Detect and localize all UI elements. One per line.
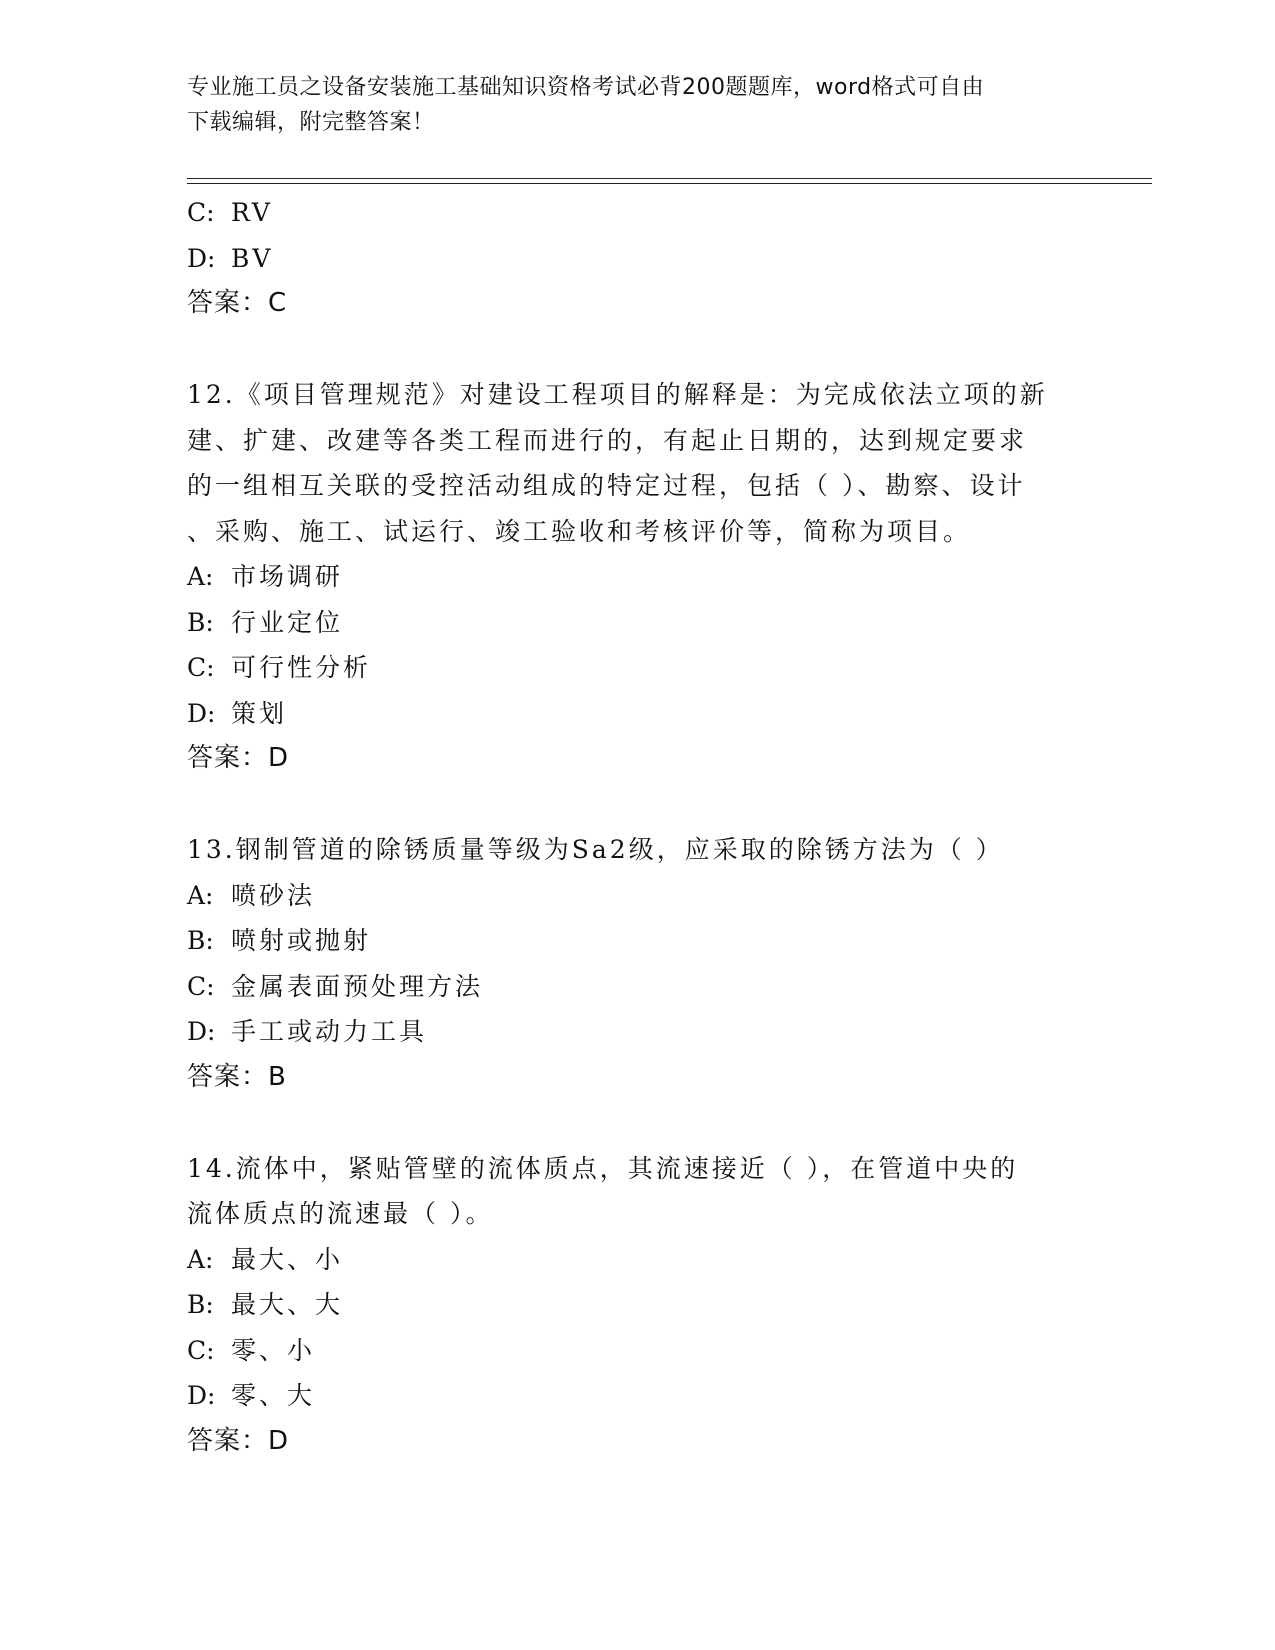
option-d [187, 691, 1087, 737]
option-b [187, 600, 1087, 646]
header-divider-top [187, 178, 1152, 179]
option-text: 策划 [231, 698, 288, 728]
option-letter: D: [187, 1381, 216, 1410]
option-a [187, 554, 1087, 600]
option-letter: A: [187, 562, 214, 591]
option-a [187, 1237, 1087, 1283]
option-letter: D: [187, 243, 216, 273]
option-text: 最大、小 [231, 1244, 344, 1274]
answer-line: 答案：B [187, 1061, 287, 1092]
question-text-line: 的一组相互关联的受控活动组成的特定过程，包括（ ）、勘察、设计 [187, 471, 1026, 500]
question-text [187, 372, 1087, 554]
question-13 [187, 827, 1087, 1100]
document-header [187, 70, 1067, 140]
option-text: 零、大 [231, 1381, 316, 1410]
question-12 [187, 372, 1087, 782]
option-text: 最大、大 [231, 1290, 344, 1319]
option-text: 市场调研 [231, 562, 344, 591]
question-11-tail [187, 190, 1087, 327]
option-a [187, 873, 1087, 919]
option-letter: A: [187, 880, 214, 910]
option-text: BV [231, 243, 274, 273]
option-text: 行业定位 [231, 607, 344, 637]
question-text-line: 12.《项目管理规范》对建设工程项目的解释是：为完成依法立项的新 [187, 380, 1048, 409]
option-text: 可行性分析 [231, 653, 372, 682]
question-text [187, 1146, 1087, 1237]
option-letter: C: [187, 971, 215, 1001]
option-letter: B: [187, 607, 214, 637]
option-text: RV [231, 198, 273, 227]
option-text: 金属表面预处理方法 [231, 971, 484, 1001]
option-letter: D: [187, 1017, 216, 1046]
header-divider-bottom [187, 183, 1152, 184]
question-text [187, 827, 1087, 873]
option-d [187, 1373, 1087, 1419]
option-text: 手工或动力工具 [231, 1017, 428, 1046]
answer-line: 答案：D [187, 743, 290, 773]
option-c [187, 645, 1087, 691]
question-text-line: 13.钢制管道的除锈质量等级为Sa2级，应采取的除锈方法为（ ） [187, 835, 1004, 864]
option-d [187, 236, 1087, 282]
answer-line: 答案：C [187, 288, 288, 318]
option-letter: C: [187, 198, 215, 227]
option-letter: C: [187, 1335, 215, 1365]
option-letter: D: [187, 698, 216, 728]
option-letter: C: [187, 653, 215, 682]
option-letter: B: [187, 1290, 214, 1319]
option-c [187, 964, 1087, 1010]
option-text: 零、小 [231, 1335, 316, 1365]
question-text-line: 流体质点的流速最（ ）。 [187, 1199, 494, 1228]
option-b [187, 918, 1087, 964]
spacer [187, 327, 1087, 373]
spacer [187, 782, 1087, 828]
header-line-2: 下载编辑，附完整答案！ [187, 110, 435, 135]
option-c [187, 1328, 1087, 1374]
option-c [187, 190, 1087, 236]
option-text: 喷砂法 [231, 880, 316, 910]
question-text-line: 建、扩建、改建等各类工程而进行的，有起止日期的，达到规定要求 [187, 425, 1028, 455]
option-letter: B: [187, 926, 214, 955]
option-text: 喷射或抛射 [231, 926, 372, 955]
option-b [187, 1282, 1087, 1328]
option-d [187, 1009, 1087, 1055]
option-letter: A: [187, 1244, 214, 1274]
question-list [187, 190, 1087, 1464]
header-line-1: 专业施工员之设备安装施工基础知识资格考试必背200题题库，word格式可自由 [187, 75, 985, 100]
question-text-line: 、采购、施工、试运行、竣工验收和考核评价等，简称为项目。 [187, 516, 972, 546]
spacer [187, 1100, 1087, 1146]
question-14 [187, 1146, 1087, 1465]
question-text-line: 14.流体中，紧贴管壁的流体质点，其流速接近（ ），在管道中央的 [187, 1153, 1019, 1183]
answer-line: 答案：D [187, 1425, 290, 1456]
